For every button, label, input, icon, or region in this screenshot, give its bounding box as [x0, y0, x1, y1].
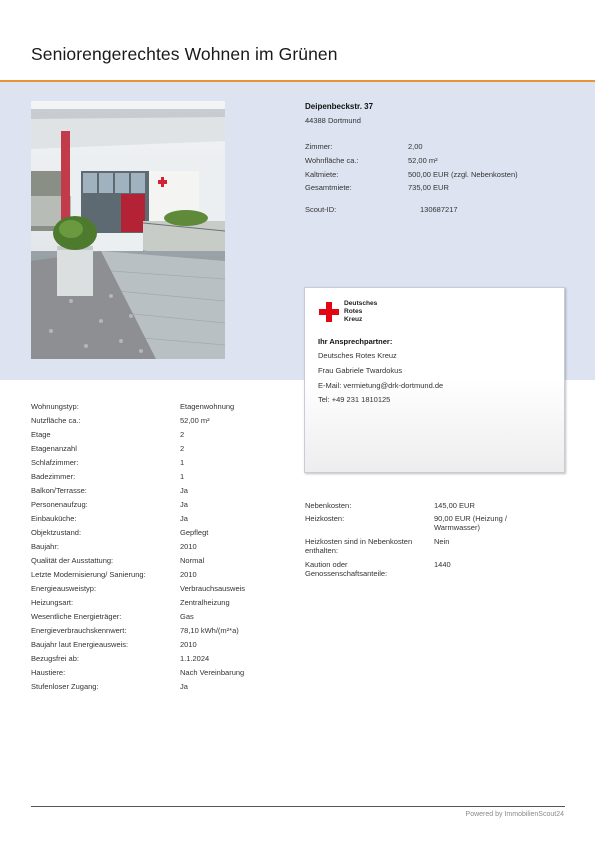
- detail-label: Wohnungstyp:: [31, 402, 79, 411]
- detail-value: Gepflegt: [180, 528, 209, 537]
- detail-row: [31, 486, 271, 500]
- detail-label: Nutzfläche ca.:: [31, 416, 81, 425]
- cost-row: [305, 501, 565, 514]
- address-street: Deipenbeckstr. 37: [305, 102, 374, 111]
- detail-label: Bezugsfrei ab:: [31, 654, 79, 663]
- cost-label: Heizkosten:: [305, 514, 345, 523]
- detail-row: [31, 444, 271, 458]
- detail-value: Nach Vereinbarung: [180, 668, 245, 677]
- detail-row: [31, 472, 271, 486]
- detail-label: Energieverbrauchskennwert:: [31, 626, 127, 635]
- cost-label: Nebenkosten:: [305, 501, 352, 510]
- red-cross-icon: [319, 302, 339, 322]
- detail-value: 2: [180, 444, 185, 453]
- detail-row: [31, 682, 271, 696]
- detail-label: Stufenloser Zugang:: [31, 682, 99, 691]
- footer-divider: [31, 806, 565, 807]
- detail-label: Objektzustand:: [31, 528, 82, 537]
- cost-value: Nein: [434, 537, 450, 546]
- detail-row: [31, 430, 271, 444]
- detail-label: Badezimmer:: [31, 472, 76, 481]
- fact-value: 52,00 m²: [408, 155, 438, 165]
- detail-row: [31, 556, 271, 570]
- fact-label: Wohnfläche ca.:: [305, 155, 359, 165]
- fact-row: [305, 170, 565, 184]
- detail-row: [31, 514, 271, 528]
- detail-row: [31, 612, 271, 626]
- cost-value: 90,00 EUR (Heizung / Warmwasser): [434, 514, 507, 532]
- detail-label: Schlafzimmer:: [31, 458, 79, 467]
- fact-label: Kaltmiete:: [305, 169, 339, 179]
- detail-value: 1: [180, 458, 185, 467]
- detail-value: Ja: [180, 682, 188, 691]
- property-photo[interactable]: [31, 101, 225, 359]
- cost-label: Heizkosten sind in Nebenkosten enthalten:: [305, 537, 413, 555]
- detail-value: Etagenwohnung: [180, 402, 235, 411]
- detail-label: Haustiere:: [31, 668, 66, 677]
- cost-row: [305, 514, 565, 537]
- contact-email[interactable]: E-Mail: vermietung@drk-dortmund.de: [318, 381, 444, 390]
- fact-label: Zimmer:: [305, 142, 333, 151]
- scout-id: [305, 205, 565, 214]
- detail-label: Energieausweistyp:: [31, 584, 97, 593]
- scout-id-label: Scout-ID:: [305, 205, 337, 214]
- cost-row: [305, 560, 565, 580]
- fact-value: 2,00: [408, 142, 423, 151]
- detail-value: 2010: [180, 542, 197, 551]
- detail-value: 2010: [180, 640, 197, 649]
- footer-credit[interactable]: Powered by ImmobilienScout24: [465, 811, 564, 818]
- detail-label: Einbauküche:: [31, 514, 77, 523]
- detail-value: 78,10 kWh/(m²*a): [180, 626, 239, 635]
- detail-value: 52,00 m²: [180, 416, 210, 425]
- fact-value: 735,00 EUR: [408, 183, 449, 193]
- detail-value: Ja: [180, 514, 188, 523]
- detail-value: Gas: [180, 612, 194, 621]
- detail-value: 1: [180, 472, 185, 481]
- detail-label: Baujahr laut Energieausweis:: [31, 640, 129, 649]
- detail-label: Qualität der Ausstattung:: [31, 556, 114, 565]
- address-city: 44388 Dortmund: [305, 116, 361, 125]
- contact-organisation: Deutsches Rotes Kreuz: [318, 351, 397, 360]
- detail-row: [31, 626, 271, 640]
- page-title: Seniorengerechtes Wohnen im Grünen: [31, 44, 338, 64]
- detail-row: [31, 416, 271, 430]
- detail-value: Verbrauchsausweis: [180, 584, 246, 593]
- contact-heading: Ihr Ansprechpartner:: [318, 337, 393, 346]
- drk-logo-text: Deutsches Rotes Kreuz: [344, 300, 378, 323]
- detail-label: Letzte Modernisierung/ Sanierung:: [31, 570, 146, 579]
- fact-value: 500,00 EUR (zzgl. Nebenkosten): [408, 169, 518, 179]
- detail-label: Etagenanzahl: [31, 444, 77, 453]
- cost-row: [305, 537, 565, 560]
- cost-details: [305, 501, 565, 580]
- detail-row: [31, 528, 271, 542]
- detail-value: Ja: [180, 486, 188, 495]
- detail-label: Balkon/Terrasse:: [31, 486, 87, 495]
- detail-value: Zentralheizung: [180, 598, 230, 607]
- contact-person: Frau Gabriele Twardokus: [318, 366, 403, 375]
- fact-row: [305, 156, 565, 170]
- detail-value: Normal: [180, 556, 205, 565]
- detail-row: [31, 570, 271, 584]
- detail-value: 2: [180, 430, 185, 439]
- detail-row: [31, 542, 271, 556]
- detail-value: 1.1.2024: [180, 654, 210, 663]
- scout-id-value: 130687217: [420, 205, 458, 214]
- property-details: [31, 402, 271, 696]
- fact-row: [305, 183, 565, 197]
- address-block: [305, 102, 373, 125]
- cost-label: Kaution oder Genossenschaftsanteile:: [305, 560, 388, 578]
- key-facts: [305, 142, 565, 197]
- detail-label: Heizungsart:: [31, 598, 74, 607]
- detail-row: [31, 640, 271, 654]
- detail-label: Etage: [31, 430, 51, 439]
- detail-value: 2010: [180, 570, 197, 579]
- detail-row: [31, 500, 271, 514]
- detail-label: Personenaufzug:: [31, 500, 88, 509]
- detail-row: [31, 584, 271, 598]
- detail-label: Wesentliche Energieträger:: [31, 612, 122, 621]
- detail-row: [31, 654, 271, 668]
- detail-row: [31, 668, 271, 682]
- detail-row: [31, 402, 271, 416]
- contact-phone[interactable]: Tel: +49 231 1810125: [318, 395, 391, 404]
- detail-value: Ja: [180, 500, 188, 509]
- cost-value: 1440: [434, 560, 451, 569]
- cost-value: 145,00 EUR: [434, 501, 475, 510]
- detail-row: [31, 458, 271, 472]
- contact-card: [304, 287, 565, 473]
- detail-row: [31, 598, 271, 612]
- fact-label: Gesamtmiete:: [305, 183, 352, 193]
- fact-row: [305, 142, 565, 156]
- detail-label: Baujahr:: [31, 542, 59, 551]
